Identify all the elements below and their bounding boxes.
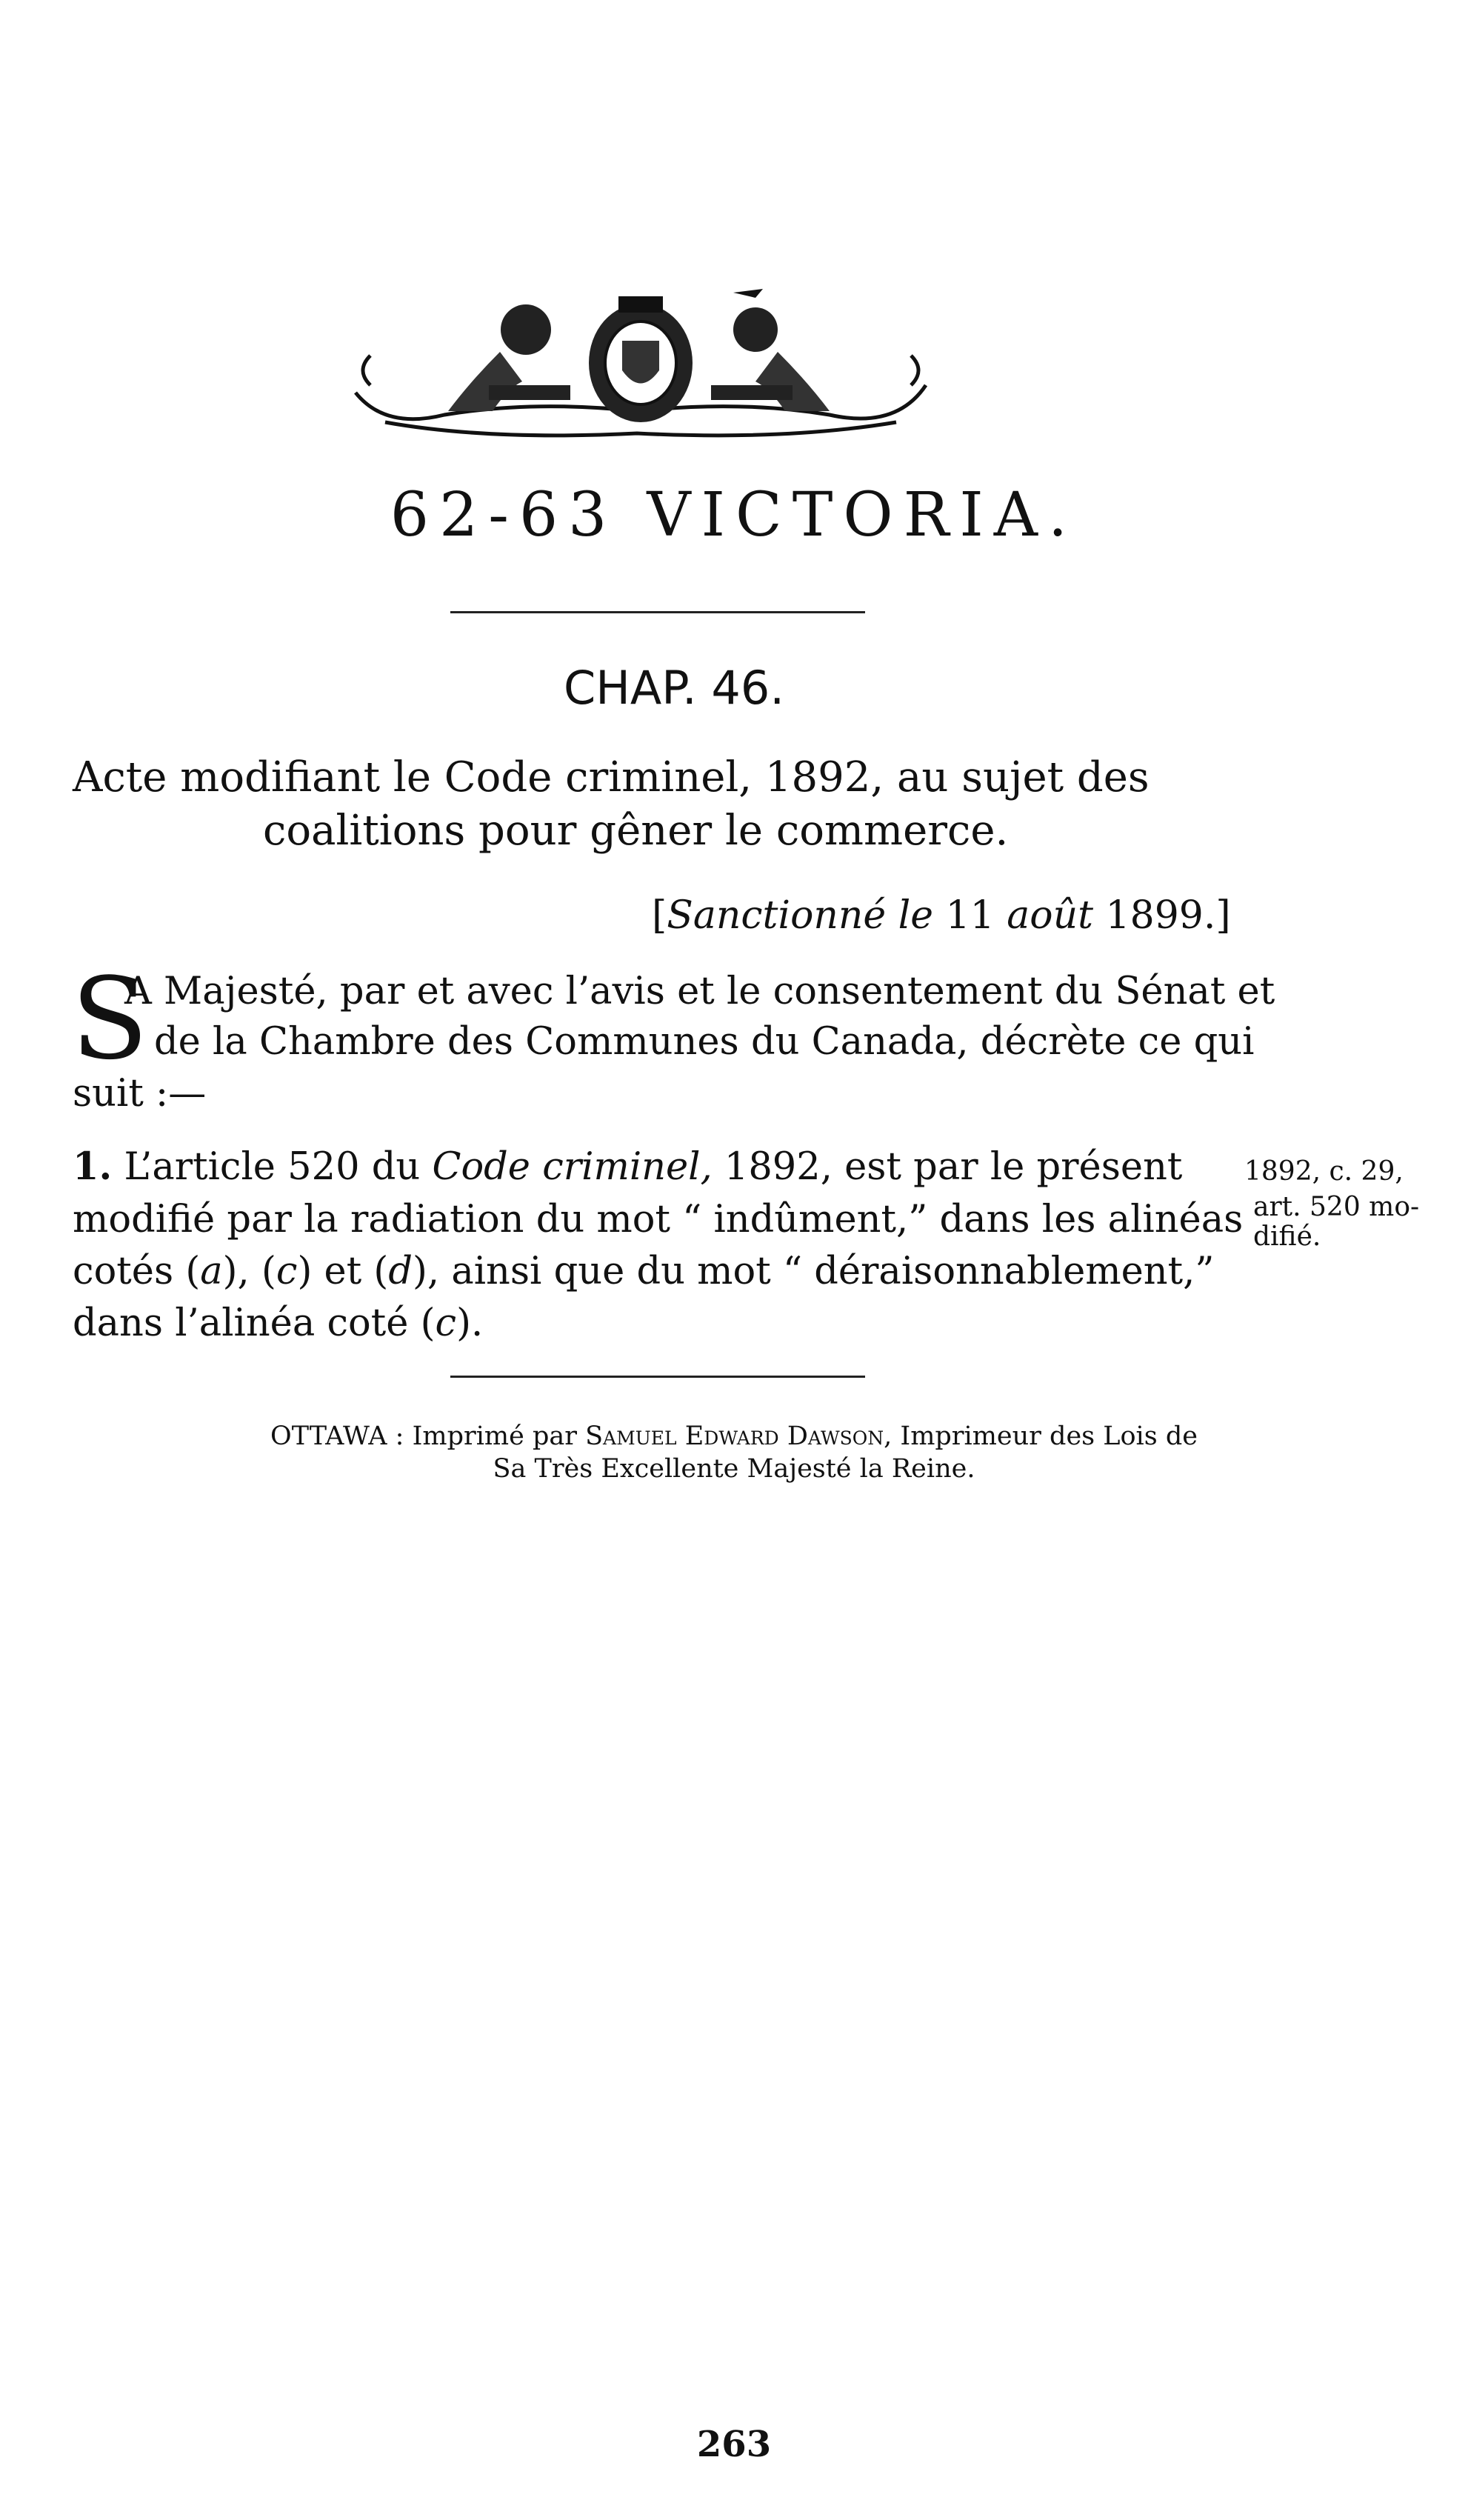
assent-year: 1899.] [1093,893,1231,938]
paragraph-letter: c [435,1301,457,1345]
marginal-note-line-2: art. 520 mo- [1253,1192,1420,1222]
marginal-note-line-3: difié. [1253,1221,1321,1252]
section-1-line-4 [73,1301,483,1346]
enacting-clause-line-1: A Majesté, par et avec l’avis et le consentement du Sénat et [124,970,1275,1013]
royal-coat-of-arms-icon [341,281,941,452]
divider-rule [450,611,865,613]
page-number: 263 [696,2424,772,2465]
imprint-line-2: Sa Très Excellente Majesté la Reine. [493,1454,975,1484]
section-1-line-2: modifié par la radiation du mot “ indûment,” dans les alinéas [73,1198,1244,1241]
printer-name: Samuel Edward Dawson [585,1421,884,1451]
paragraph-letter: c [276,1250,298,1293]
section-number: 1. [73,1144,113,1189]
section-text: dans l’alinéa coté ( [73,1301,436,1345]
divider-rule [450,1376,865,1378]
section-text: L’article 520 du [112,1145,433,1189]
paragraph-letter: d [388,1250,413,1293]
assent-label: Sanctionné le [667,893,934,938]
section-text: 1892, est par le présent [712,1145,1183,1189]
code-title: Code criminel, [432,1145,713,1189]
section-text: cotés ( [73,1250,201,1293]
act-title-line-1: Acte modifiant le Code criminel, 1892, au sujet des [73,753,1150,801]
reign-heading: 62-63 VICTORIA. [390,480,1078,550]
bracket: [ [652,893,667,938]
section-text: ), ( [222,1250,276,1293]
section-text: ), ainsi que du mot “ déraisonnablement,” [413,1250,1215,1293]
act-title-line-2: coalitions pour gêner le commerce. [263,807,1009,855]
imprint-text: , Imprimeur des Lois de [884,1421,1198,1451]
assent-date [652,893,1231,939]
section-text: ). [456,1301,484,1345]
drop-cap: S [71,953,149,1084]
paragraph-letter: a [200,1250,223,1293]
enacting-clause-line-3: suit :— [73,1072,207,1116]
section-text: ) et ( [297,1250,389,1293]
chapter-number: CHAP. 46. [563,661,785,715]
marginal-note-line-1: 1892, c. 29, [1244,1156,1404,1187]
imprint-text: OTTAWA : Imprimé par [270,1421,586,1451]
enacting-clause-line-2: de la Chambre des Communes du Canada, décrète ce qui [154,1020,1255,1064]
assent-day: 11 [933,893,1007,938]
assent-month: août [1007,893,1093,938]
section-1-line-1 [73,1144,1182,1190]
imprint-line-1 [0,1421,1468,1452]
section-1-line-3 [73,1249,1214,1294]
